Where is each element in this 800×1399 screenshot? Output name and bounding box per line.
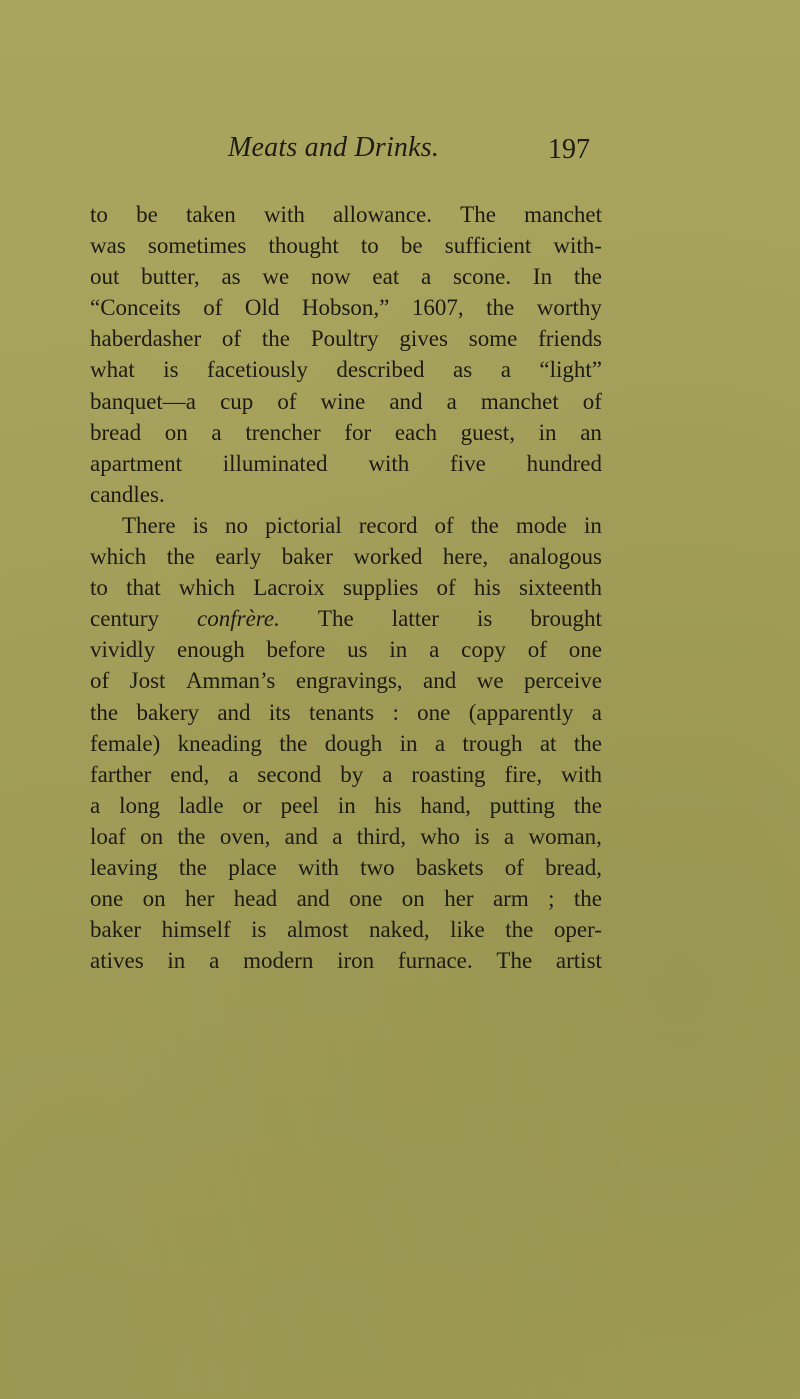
word: the [573, 730, 602, 756]
word: for [344, 419, 372, 445]
word: worthy [536, 295, 602, 321]
text-line [90, 510, 602, 541]
word: Poultry [310, 326, 379, 352]
word: Jost [129, 668, 166, 694]
word: trencher [245, 419, 321, 445]
word: five [450, 450, 486, 476]
word: us [347, 637, 368, 663]
word: candles. [90, 481, 165, 507]
word: is [163, 357, 179, 383]
word: on [140, 823, 164, 849]
word: arm [492, 886, 529, 912]
word: copy [461, 637, 506, 663]
word: woman, [528, 823, 602, 849]
text-line [90, 665, 602, 696]
word: a [434, 730, 446, 756]
word: the [279, 730, 308, 756]
word: was [90, 233, 126, 259]
text-line [90, 883, 602, 914]
word: The [460, 202, 496, 227]
text-line [90, 386, 602, 417]
word: an [580, 419, 602, 445]
word: manchet [480, 388, 559, 414]
word: the [178, 854, 208, 880]
text-line [90, 417, 602, 448]
word: a [503, 823, 515, 849]
word: of [504, 854, 524, 880]
word: and [296, 886, 330, 912]
word: of [221, 326, 242, 352]
word: ladle [178, 792, 224, 818]
word: butter, [141, 264, 200, 290]
word: ; [548, 886, 555, 912]
word: hundred [526, 450, 602, 476]
word: the [166, 544, 195, 570]
word: latter [391, 606, 439, 632]
word: a [591, 699, 602, 725]
word: vividly [90, 637, 156, 663]
word: with [561, 761, 602, 787]
word: as [453, 357, 473, 383]
word: roasting [411, 761, 486, 787]
word: analogous [508, 544, 602, 570]
word: naked, [368, 917, 430, 943]
word: at [539, 730, 557, 756]
word: some [468, 326, 518, 352]
word: to [360, 233, 379, 259]
word: almost [287, 917, 349, 943]
word: allowance. [333, 202, 432, 227]
word: gives [399, 326, 448, 352]
word: each [394, 419, 437, 445]
word: be [136, 202, 158, 227]
word: baker [281, 544, 333, 570]
word: his [374, 792, 402, 818]
word: of [527, 637, 547, 663]
word: trough [462, 730, 523, 756]
word: we [262, 264, 290, 290]
text-line [90, 261, 602, 292]
word: peel [280, 792, 319, 818]
word: of [203, 295, 223, 321]
word: we [476, 668, 504, 694]
word: of [436, 575, 456, 601]
word: a [429, 637, 440, 663]
word: hand, [420, 792, 471, 818]
text-line [90, 603, 602, 634]
word: illuminated [222, 450, 328, 476]
word: a [211, 419, 222, 445]
running-title: Meats and Drinks. [228, 132, 440, 163]
running-head [0, 132, 800, 172]
word: the [573, 886, 602, 912]
word: long [119, 792, 161, 818]
word: of [277, 388, 297, 414]
word: one [417, 699, 451, 725]
word: apartment [90, 450, 182, 476]
word: Lacroix [253, 575, 325, 601]
word: and [284, 823, 318, 849]
word: pictorial [265, 512, 342, 538]
word: described [336, 357, 425, 383]
word: a [332, 823, 343, 849]
word: before [266, 637, 326, 663]
word: perceive [524, 668, 602, 694]
word: loaf [90, 823, 126, 849]
word: Hobson,” [301, 295, 390, 321]
word: the [177, 823, 206, 849]
word: bread [90, 419, 142, 445]
word: second [257, 761, 322, 787]
word: in [167, 948, 186, 974]
word: The [317, 606, 354, 632]
text-line [90, 323, 602, 354]
text-line [90, 199, 602, 230]
word: atives [90, 948, 144, 974]
word: the [261, 326, 291, 352]
word: : [392, 699, 399, 725]
text-line [90, 292, 602, 323]
word: head [233, 886, 278, 912]
text-line [90, 728, 602, 759]
text-line [90, 572, 602, 603]
word: and [217, 699, 251, 725]
word: in [337, 792, 356, 818]
word: cup [220, 388, 254, 414]
word: with- [553, 233, 602, 259]
word: facetiously [207, 357, 308, 383]
word: The [496, 948, 533, 974]
word: or [242, 792, 262, 818]
page-number: 197 [548, 134, 590, 165]
word: supplies [342, 575, 419, 601]
word: scone. [453, 264, 512, 290]
word: mode [515, 512, 567, 538]
word: no [225, 512, 249, 538]
word: on [164, 419, 188, 445]
word: which [90, 544, 147, 570]
word: baker [90, 917, 142, 943]
word: kneading [177, 730, 262, 756]
word: taken [185, 202, 236, 227]
text-line [90, 821, 602, 852]
word: early [215, 544, 262, 570]
word: wine [320, 388, 366, 414]
word: to [90, 202, 108, 227]
word: haberdasher [90, 326, 202, 352]
word: the [505, 917, 534, 943]
word: “Conceits [90, 295, 181, 321]
word: his [473, 575, 501, 601]
word: a [382, 761, 393, 787]
word: century [90, 606, 159, 632]
word: her [444, 886, 474, 912]
word: guest, [460, 419, 515, 445]
word: sometimes [147, 233, 247, 259]
word: farther [90, 761, 152, 787]
word: one [568, 637, 602, 663]
word: now [311, 264, 351, 290]
text-line [90, 697, 602, 728]
word: bakery [136, 699, 200, 725]
word: is [477, 606, 493, 632]
word: putting [489, 792, 555, 818]
word: dough [324, 730, 383, 756]
word: bread, [545, 854, 602, 880]
word: the [90, 699, 119, 725]
word: be [400, 233, 423, 259]
word: a [446, 388, 457, 414]
word: out [90, 264, 120, 290]
word: oper- [553, 917, 602, 943]
word: Amman’s [185, 668, 276, 694]
text-line [90, 759, 602, 790]
word: thought [268, 233, 339, 259]
text-line [90, 914, 602, 945]
word: is [192, 512, 209, 538]
word: leaving [90, 854, 158, 880]
word: her [185, 886, 215, 912]
word: 1607, [411, 295, 464, 321]
word: record [358, 512, 418, 538]
word: that [126, 575, 161, 601]
text-line [90, 354, 602, 385]
word: is [474, 823, 490, 849]
word: with [297, 854, 339, 880]
word: engravings, [295, 668, 403, 694]
word: fire, [504, 761, 543, 787]
word: like [450, 917, 485, 943]
word: which [178, 575, 236, 601]
word: furnace. [397, 948, 473, 974]
text-line [90, 541, 602, 572]
word: what [90, 357, 135, 383]
word: of [434, 512, 454, 538]
word: of [582, 388, 602, 414]
word: sufficient [444, 233, 532, 259]
word: and [423, 668, 457, 694]
word: iron [337, 948, 375, 974]
word: its [268, 699, 291, 725]
word: the [573, 792, 602, 818]
word: brought [530, 606, 602, 632]
word: on [142, 886, 166, 912]
word: end, [170, 761, 210, 787]
word: a [228, 761, 239, 787]
word: the [470, 512, 499, 538]
word: a [90, 792, 101, 818]
word: in [584, 512, 602, 538]
text-line [90, 852, 602, 883]
word: a [209, 948, 220, 974]
word: sixteenth [518, 575, 602, 601]
word: worked [353, 544, 423, 570]
word: a [421, 264, 432, 290]
body-text [90, 199, 602, 976]
word: There [122, 512, 176, 538]
word: one [90, 886, 124, 912]
word: eat [372, 264, 400, 290]
word: modern [243, 948, 314, 974]
text-line [90, 634, 602, 665]
word: who [420, 823, 460, 849]
word: manchet [524, 202, 602, 227]
word: Old [244, 295, 280, 321]
word: in [389, 637, 408, 663]
word: place [228, 854, 277, 880]
word: third, [356, 823, 406, 849]
word: In [532, 264, 553, 290]
word: enough [177, 637, 245, 663]
word: himself [161, 917, 231, 943]
word: in [399, 730, 418, 756]
word: the [486, 295, 515, 321]
word: “light” [539, 357, 602, 383]
text-line [90, 479, 602, 510]
word: the [573, 264, 602, 290]
word: is [251, 917, 267, 943]
word: artist [555, 948, 602, 974]
word: oven, [219, 823, 271, 849]
word: in [538, 419, 557, 445]
word: confrère. [197, 606, 280, 632]
text-line [90, 448, 602, 479]
text-line [90, 230, 602, 261]
text-line [90, 790, 602, 821]
word: two [360, 854, 395, 880]
word: with [263, 202, 305, 227]
word: with [368, 450, 410, 476]
word: female) [90, 730, 161, 756]
word: on [401, 886, 425, 912]
word: as [221, 264, 241, 290]
word: tenants [308, 699, 375, 725]
word: baskets [415, 854, 484, 880]
word: here, [442, 544, 489, 570]
word: (apparently [468, 699, 574, 725]
word: to [90, 575, 108, 601]
word: by [340, 761, 364, 787]
word: friends [538, 326, 602, 352]
word: banquet—a [90, 388, 197, 414]
text-line [90, 945, 602, 976]
word: and [389, 388, 423, 414]
word: of [90, 668, 110, 694]
word: one [349, 886, 383, 912]
word: a [500, 357, 511, 383]
